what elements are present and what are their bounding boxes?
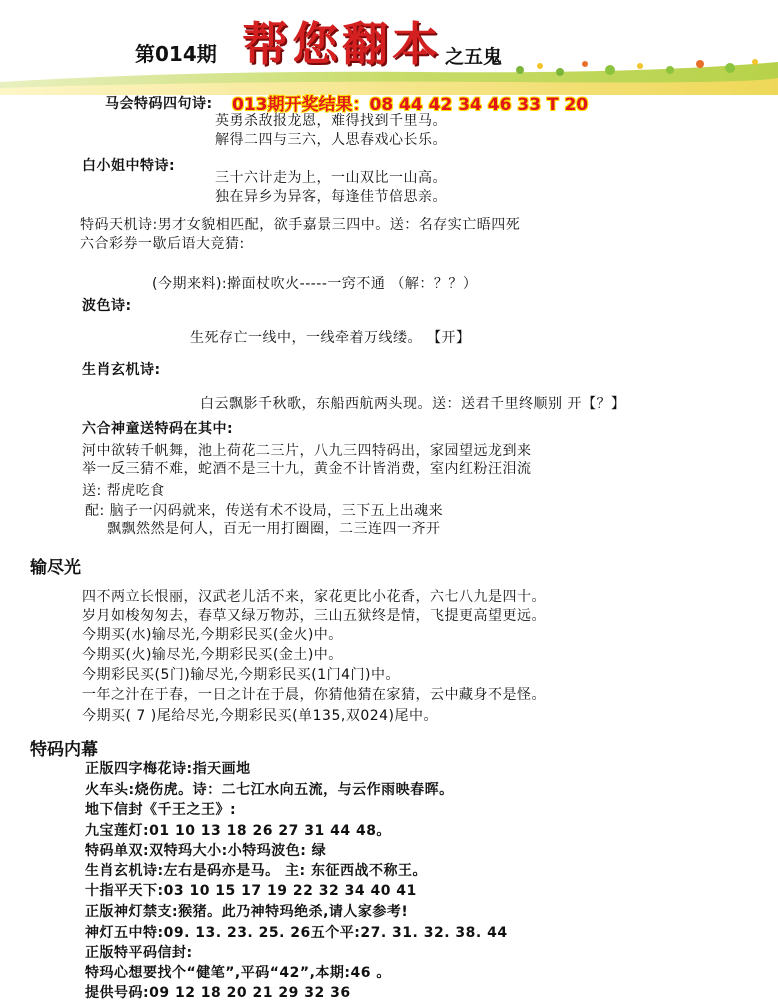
poem-four-label: 马会特码四句诗:	[105, 96, 213, 112]
inside-line: 正版四字梅花诗:指天画地	[85, 761, 251, 777]
inside-line: 九宝莲灯:01 10 13 18 26 27 31 44 48。	[85, 823, 391, 839]
poem-four-line: 解得二四与三六，人思春戏心长乐。	[215, 132, 447, 148]
shentong-line: 举一反三猜不难，蛇酒不是三十九，黄金不计皆消费，室内红粉汪泪流	[82, 461, 532, 477]
shujin-line: 今期彩民买(5门)输尽光,今期彩民买(1门4门)中。	[82, 667, 401, 683]
issue-number: 第014期	[135, 42, 217, 66]
inside-line: 生肖玄机诗:左右是码亦是马。 主: 东征西战不称王。	[85, 863, 427, 879]
tianji-line: 特码天机诗:男才女貌相匹配，欲手嘉景三四中。送：名存实亡晤四死	[80, 217, 521, 233]
miss-bai-line: 三十六计走为上，一山双比一山高。	[215, 170, 447, 186]
poem-four-line: 英勇杀敌报龙恩，难得找到千里马。	[215, 113, 447, 129]
draw-result: 013期开奖结果：08 44 42 34 46 33 T 20	[232, 95, 589, 115]
zodiac-poem-label: 生肖玄机诗:	[82, 362, 161, 378]
riddle-title: 六合彩券一歇后语大竞猜:	[80, 236, 245, 252]
shujin-line: 一年之汁在于春，一日之计在于晨，你猜他猜在家猜，云中藏身不是怪。	[82, 687, 546, 703]
shujin-line: 今期买( 7 )尾给尽光,今期彩民买(单135,双024)尾中。	[82, 708, 438, 724]
shentong-pair: 飘飘然然是何人，百无一用打圈圈，二三连四一齐开	[107, 521, 441, 537]
inside-line: 地下信封《千王之王》:	[85, 802, 237, 818]
riddle-guess: (今期来料):擀面杖吹火-----一窍不通 （解：？？）	[152, 276, 478, 292]
inside-line: 火车头:烧伤虎。诗：二七江水向五流，与云作雨映春晖。	[85, 782, 454, 798]
shujin-line: 四不两立长恨丽，汉武老儿活不来，家花更比小花香，六七八九是四十。	[82, 589, 546, 605]
miss-bai-label: 白小姐中特诗:	[82, 158, 176, 174]
miss-bai-line: 独在异乡为异客，每逢佳节倍思亲。	[215, 189, 447, 205]
section-title-shujin: 输尽光	[30, 558, 81, 578]
inside-line: 十指平天下:03 10 15 17 19 22 32 34 40 41	[85, 883, 417, 899]
wave-poem-label: 波色诗:	[82, 298, 132, 314]
inside-line: 正版特平码信封:	[85, 945, 193, 961]
section-title-inside: 特码内幕	[30, 740, 98, 760]
wave-poem-line: 生死存亡一线中，一线牵着万线缕。 【开】	[190, 330, 471, 346]
shentong-pair: 配: 脑子一闪码就来，传送有术不设局，三下五上出魂来	[85, 503, 444, 519]
inside-line: 正版神灯禁支:猴猪。此乃神特玛绝杀,请人家参考!	[85, 904, 409, 920]
inside-line: 提供号码:09 12 18 20 21 29 32 36	[85, 985, 351, 1001]
shujin-line: 岁月如梭匆匆去，春草又绿万物苏，三山五狱终是情，飞提更高望更远。	[82, 608, 546, 624]
shentong-label: 六合神童送特码在其中:	[82, 421, 234, 437]
zodiac-poem-line: 白云飘影千秋歌，东船西航两头现。送：送君千里终顺别 开【？】	[200, 396, 626, 412]
inside-line: 神灯五中特:09. 13. 23. 25. 26五个平:27. 31. 32. 38. 44	[85, 925, 508, 941]
shujin-line: 今期买(水)输尽光,今期彩民买(金火)中。	[82, 627, 343, 643]
shentong-line: 河中欲转千帆舞，池上荷花二三片，八九三四特码出，家园望远龙到来	[82, 443, 532, 459]
brand-subtitle: 之五鬼	[445, 46, 503, 68]
brand-logo-text: 帮您翻本	[242, 17, 442, 71]
shujin-line: 今期买(火)输尽光,今期彩民买(金土)中。	[82, 647, 343, 663]
inside-line: 特码单双:双特玛大小:小特玛波色: 绿	[85, 843, 327, 859]
shentong-send: 送: 帮虎吃食	[82, 483, 165, 499]
inside-line: 特玛心想要找个“健笔”,平码“42”,本期:46 。	[85, 965, 391, 981]
